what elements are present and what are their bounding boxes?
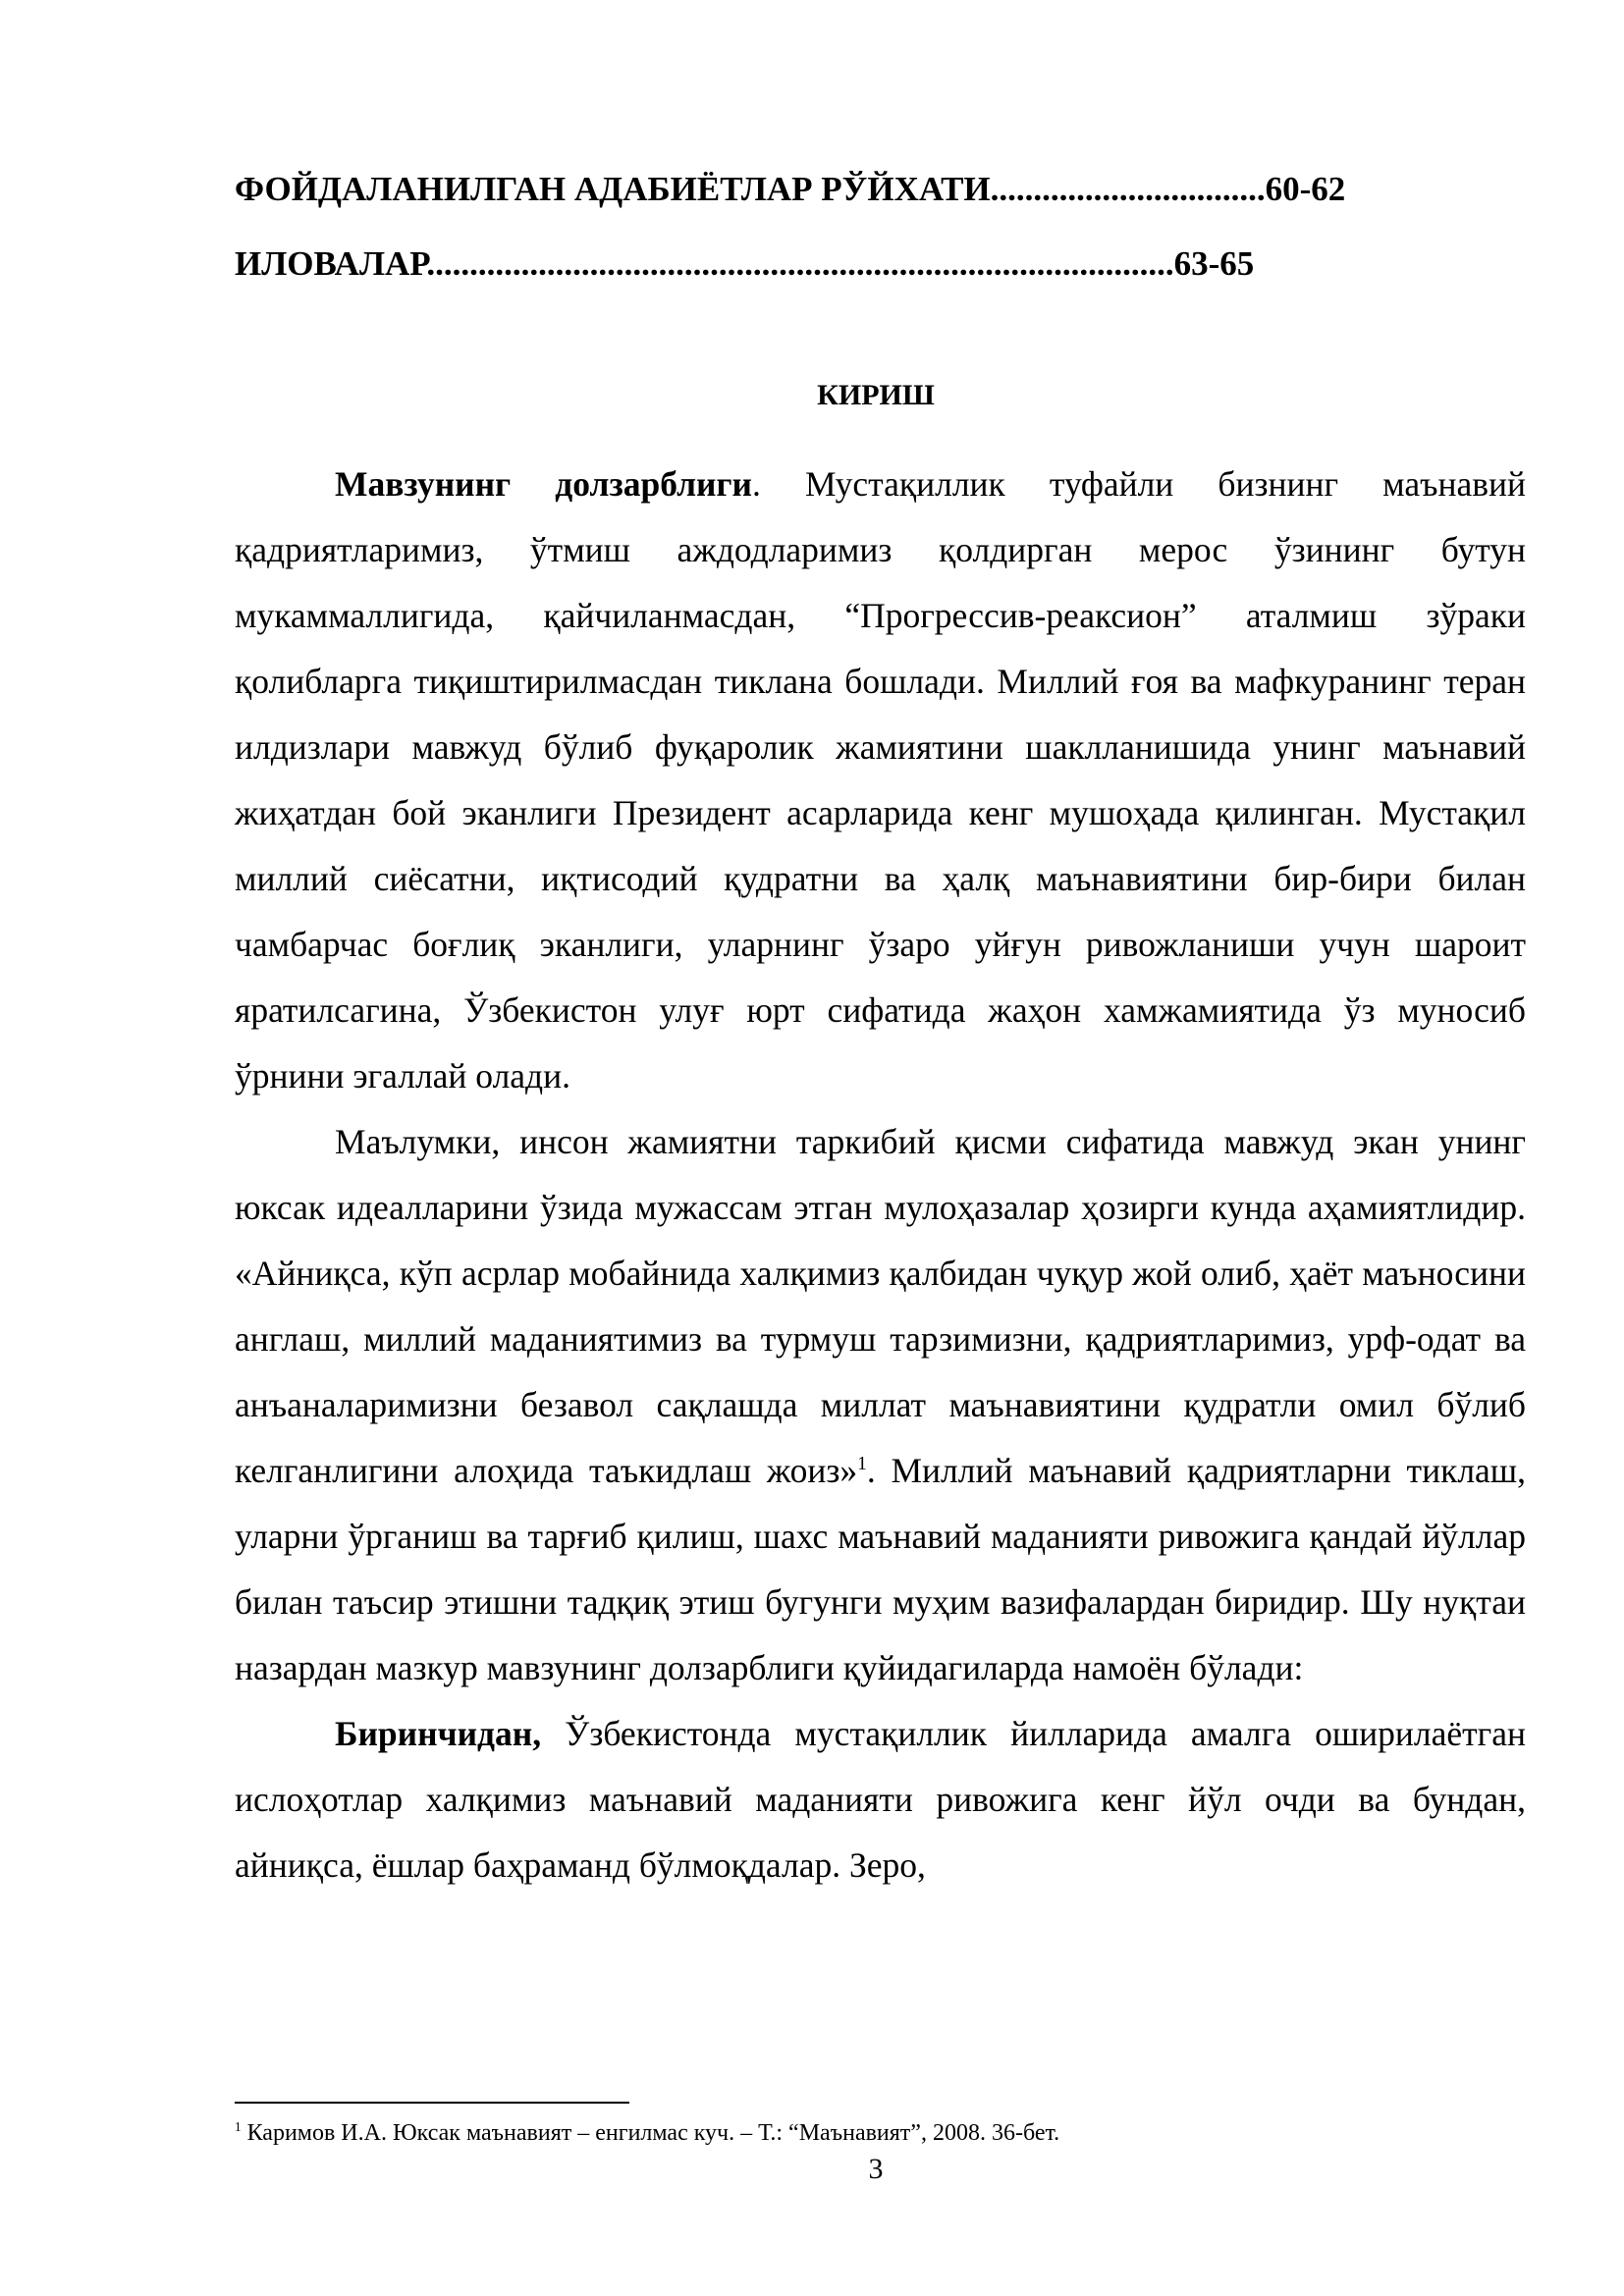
footnote xyxy=(235,2118,1059,2148)
toc-entry-title: ФОЙДАЛАНИЛГАН АДАБИЁТЛАР РЎЙХАТИ xyxy=(235,170,991,208)
paragraph-text: Ўзбекистонда мустақиллик йилларида амалга оширилаётган ислоҳотлар халқимиз маънавий маданияти ривожига кенг йўл очди ва бундан, айниқса, ёшлар баҳраманд бўлмоқдалар. Зеро, xyxy=(235,1714,1526,1885)
footnote-number: 1 xyxy=(235,2119,242,2134)
paragraph-first xyxy=(235,1701,1526,1898)
paragraph-lead-bold: Мавзунинг долзарблиги xyxy=(335,464,753,504)
page-number: 3 xyxy=(868,2153,884,2185)
toc-entry-pages: 60-62 xyxy=(1265,170,1346,208)
toc-entry-dots: ................................ xyxy=(990,170,1266,208)
paragraph-lead-bold: Биринчидан, xyxy=(335,1714,542,1753)
toc-entry-title: ИЛОВАЛАР xyxy=(235,244,427,283)
footnote-text: Каримов И.А. Юксак маънавият – енгилмас куч. – Т.: “Маънавият”, 2008. 36-бет. xyxy=(241,2120,1060,2146)
toc-entry-dots: ....................................................................................... xyxy=(426,244,1174,283)
paragraph-relevance xyxy=(235,452,1526,1109)
toc-entry-references xyxy=(235,168,1521,211)
footnote-reference[interactable]: 1 xyxy=(857,1454,867,1475)
paragraph-text: . Миллий маънавий қадриятларни тиклаш, уларни ўрганиш ва тарғиб қилиш, шахс маънавий маданияти ривожига қандай йўллар билан таъсир этишни тадқиқ этиш бугунги муҳим вазифалардан биридир. Шу нуқтаи назардан мазкур мавзунинг долзарблиги қуйидагиларда намоён бўлади: xyxy=(235,1451,1527,1687)
footnote-separator xyxy=(235,2102,629,2104)
body-text xyxy=(235,452,1526,1898)
paragraph-text: Маълумки, инсон жамиятни таркибий қисми сифатида мавжуд экан унинг юксак идеалларини ўзида мужассам этган мулоҳазалар ҳозирги кунда аҳамиятлидир. «Айниқса, кўп асрлар мобайнида халқимиз қалбидан чуқур жой олиб, ҳаёт маъносини англаш, миллий маданиятимиз ва турмуш тарзимизни, қадриятларимиз, урф-одат ва анъаналаримизни безавол сақлашда миллат маънавиятини қудратли омил бўлиб келганлигини алоҳида таъкидлаш жоиз» xyxy=(235,1122,1526,1490)
toc-entry-appendices xyxy=(235,242,1521,286)
section-heading: КИРИШ xyxy=(817,379,935,411)
paragraph-text: . Мустақиллик туфайли бизнинг маънавий қадриятларимиз, ўтмиш аждодларимиз қолдирган мерос ўзининг бутун мукаммаллигида, қайчиланмасдан, “Прогрессив-реаксион” аталмиш зўраки қолибларга тиқиштирилмасдан тиклана бошлади. Миллий ғоя ва мафкуранинг теран илдизлари мавжуд бўлиб фуқаролик жамиятини шаклланишида унинг маънавий жиҳатдан бой эканлиги Президент асарларида кенг мушоҳада қилинган. Мустақил миллий сиёсатни, иқтисодий қудратни ва ҳалқ маънавиятини бир-бири билан чамбарчас боғлиқ эканлиги, уларнинг ўзаро уйғун ривожланиши учун шароит яратилсагина, Ўзбекистон улуғ юрт сифатида жаҳон хамжамиятида ўз муносиб ўрнини эгаллай олади. xyxy=(235,464,1526,1095)
paragraph-quote xyxy=(235,1109,1526,1701)
toc-entry-pages: 63-65 xyxy=(1173,244,1255,283)
